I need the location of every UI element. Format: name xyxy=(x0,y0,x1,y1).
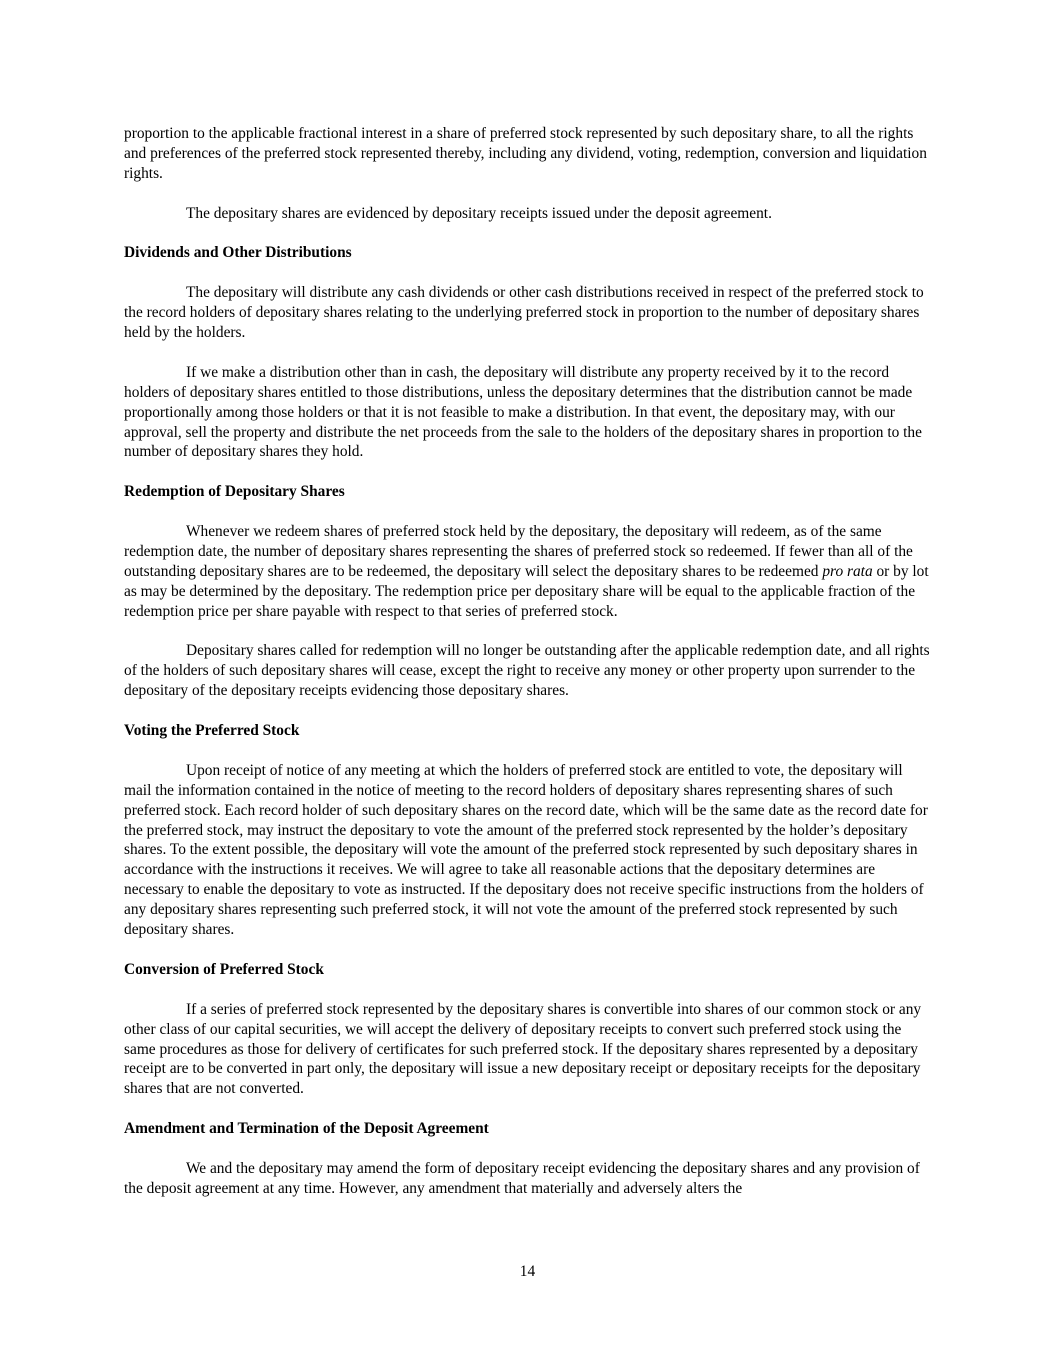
conversion-paragraph-1: If a series of preferred stock represented by the depositary shares is convertible into shares of our common stock or any other class of our capital securities, we will accept the delivery of depositary receipts to convert such preferred stock using the same procedures as those for delivery of certificates for such preferred stock. If the depositary shares represented by a depositary receipt are to be converted in part only, the depositary will issue a new depositary receipt or depositary receipts for the depositary shares that are not converted. xyxy=(124,1000,922,1098)
depositary-receipts-paragraph: The depositary shares are evidenced by depositary receipts issued under the deposit agreement. xyxy=(186,204,772,222)
redemption-paragraph-2: Depositary shares called for redemption will no longer be outstanding after the applicable redemption date, and all rights of the holders of such depositary shares will cease, except the right to receive any money or other property upon surrender to the depositary of the depositary receipts evidencing those depositary shares. xyxy=(124,642,930,700)
redemption-text-before: Whenever we redeem shares of preferred stock held by the depositary, the depositary will redeem, as of the same redemption date, the number of depositary shares representing the shares of preferred stock so redeemed. If fewer than all of the outstanding depositary shares are to be redeemed, the depositary will select the depositary shares to be redeemed xyxy=(124,523,913,580)
section-heading-voting: Voting the Preferred Stock xyxy=(124,722,300,740)
page-body xyxy=(124,124,930,1219)
section-heading-dividends: Dividends and Other Distributions xyxy=(124,244,352,262)
page-number: 14 xyxy=(519,1263,536,1280)
section-heading-redemption: Redemption of Depositary Shares xyxy=(124,483,345,501)
amendment-paragraph-1: We and the depositary may amend the form of depositary receipt evidencing the depositary shares and any provision of the deposit agreement at any time. However, any amendment that materially and adversely alters the xyxy=(124,1159,920,1197)
redemption-paragraph-1 xyxy=(124,522,930,622)
section-heading-amendment: Amendment and Termination of the Deposit Agreement xyxy=(124,1120,489,1138)
dividends-paragraph-1: The depositary will distribute any cash dividends or other cash distributions received in respect of the preferred stock to the record holders of depositary shares relating to the underlying preferred stock in proportion to the number of depositary shares held by the holders. xyxy=(124,284,924,342)
section-heading-conversion: Conversion of Preferred Stock xyxy=(124,960,324,978)
dividends-paragraph-2: If we make a distribution other than in cash, the depositary will distribute any property received by it to the record holders of depositary shares entitled to those distributions, unless the depositary determines that the distribution cannot be made proportionally among those holders or that it is not feasible to make a distribution. In that event, the depositary may, with our approval, sell the property and distribute the net proceeds from the sale to the holders of the depositary shares in proportion to the number of depositary shares they hold. xyxy=(124,363,922,461)
pro-rata-italic: pro rata xyxy=(822,562,873,580)
voting-paragraph-1: Upon receipt of notice of any meeting at which the holders of preferred stock are entitled to vote, the depositary will mail the information contained in the notice of meeting to the record holders of depositary shares representing shares of such preferred stock. Each record holder of such depositary shares on the record date, which will be the same date as the record date for the preferred stock, may instruct the depositary to vote the amount of the preferred stock represented by the holder’s depositary shares. To the extent possible, the depositary will vote the amount of the preferred stock represented by such depositary shares in accordance with the instructions it receives. We will agree to take all reasonable actions that the depositary determines are necessary to enable the depositary to vote as instructed. If the depositary does not receive specific instructions from the holders of any depositary shares representing such preferred stock, it will not vote the amount of the preferred stock represented by such depositary shares. xyxy=(124,761,928,939)
continued-paragraph: proportion to the applicable fractional interest in a share of preferred stock represented by such depositary share, to all the rights and preferences of the preferred stock represented thereby, including any dividend, voting, redemption, conversion and liquidation rights. xyxy=(124,125,927,182)
redemption-text-after: or by lot as may be determined by the depositary. The redemption price per depositary share will be equal to the applicable fraction of the redemption price per share payable with respect to that series of preferred stock. xyxy=(124,562,929,620)
